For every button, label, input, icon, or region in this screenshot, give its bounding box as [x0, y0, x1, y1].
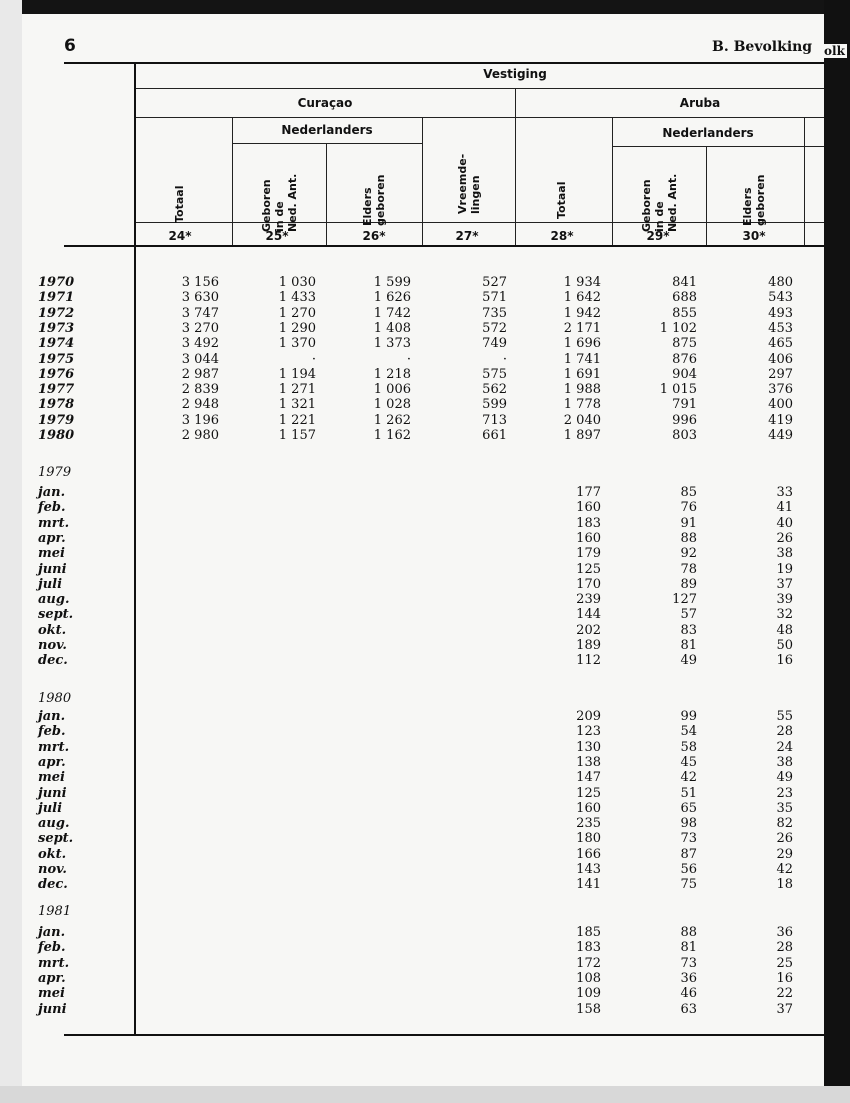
header-totaal-aruba: Totaal — [555, 181, 568, 219]
row-label: juli — [38, 576, 63, 592]
table-row — [0, 653, 802, 668]
cell-col-29: 98 — [680, 816, 697, 832]
cell-col-30: 38 — [776, 546, 793, 562]
header-bottom-rule — [64, 245, 824, 247]
row-label: 1977 — [38, 382, 75, 398]
row-label: juli — [38, 800, 63, 816]
cell-col-29: 1 102 — [659, 320, 697, 336]
cell-col-29: 91 — [680, 515, 697, 531]
cell-col-30: 376 — [768, 382, 793, 398]
cell-col-28: 160 — [576, 800, 601, 816]
cell-col-25: · — [311, 351, 316, 367]
cell-col-30: 33 — [776, 485, 793, 500]
row-label: mrt. — [38, 955, 70, 971]
nederlanders-aru-rule — [612, 146, 824, 147]
cell-col-25: 1 270 — [278, 305, 316, 321]
table-row — [0, 607, 802, 622]
table-row — [0, 275, 802, 290]
table-row — [0, 290, 802, 305]
cell-col-28: 123 — [576, 724, 601, 740]
cell-col-25: 1 221 — [278, 412, 316, 428]
cell-col-24: 3 747 — [181, 305, 219, 321]
cell-col-27: 527 — [482, 275, 507, 290]
table-row — [0, 382, 802, 397]
cell-col-30: 400 — [768, 397, 793, 413]
cell-col-27: 571 — [482, 290, 507, 306]
cell-col-28: 130 — [576, 739, 601, 755]
table-row — [0, 485, 802, 500]
cell-col-27: 749 — [482, 336, 507, 352]
cell-col-25: 1 194 — [278, 366, 316, 382]
table-row — [0, 831, 802, 846]
cell-col-30: 48 — [776, 622, 793, 638]
table-row — [0, 352, 802, 367]
cell-col-28: 2 171 — [563, 320, 601, 336]
cell-col-25: 1 433 — [278, 290, 316, 306]
row-label: 1976 — [38, 366, 75, 382]
cell-col-29: 76 — [680, 500, 697, 516]
cell-col-29: 89 — [680, 576, 697, 592]
row-label: juni — [38, 1001, 67, 1017]
cell-col-30: 36 — [776, 925, 793, 940]
cell-col-27: 599 — [482, 397, 507, 413]
cell-col-29: 127 — [672, 592, 697, 608]
header-geboren-curacao: Geboren in de Ned. Ant. — [260, 173, 299, 232]
table-row — [0, 925, 802, 940]
row-label: mei — [38, 986, 65, 1002]
table-row — [0, 413, 802, 428]
col-number-27: 27* — [455, 229, 479, 243]
cell-col-26: 1 742 — [373, 305, 411, 321]
table-row — [0, 546, 802, 561]
cell-col-27: · — [502, 351, 507, 367]
row-label: mrt. — [38, 515, 70, 531]
row-label: mrt. — [38, 739, 70, 755]
cell-col-28: 180 — [576, 831, 601, 847]
col-divider-29-30 — [706, 146, 707, 245]
row-label: dec. — [38, 877, 68, 893]
cell-col-30: 42 — [776, 862, 793, 877]
table-row — [0, 367, 802, 382]
cell-col-29: 88 — [680, 925, 697, 940]
vestiging-rule — [136, 88, 824, 89]
cell-col-29: 81 — [680, 638, 697, 653]
cell-col-30: 16 — [776, 653, 793, 669]
col-number-24: 24* — [168, 229, 192, 243]
cell-col-30: 28 — [776, 724, 793, 740]
cell-col-30: 29 — [776, 846, 793, 862]
cell-col-27: 575 — [482, 366, 507, 382]
cell-col-29: 46 — [680, 986, 697, 1002]
cell-col-25: 1 370 — [278, 336, 316, 352]
cell-col-29: 73 — [680, 831, 697, 847]
cell-col-28: 1 642 — [563, 290, 601, 306]
nederlanders-cur-rule — [232, 143, 422, 144]
cell-col-29: 88 — [680, 530, 697, 546]
header-elders-aruba: Elders geboren — [741, 174, 767, 226]
cell-col-29: 875 — [672, 336, 697, 352]
row-label: okt. — [38, 846, 67, 862]
cell-col-28: 1 934 — [563, 275, 601, 290]
cell-col-30: 32 — [776, 607, 793, 623]
cell-col-30: 35 — [776, 800, 793, 816]
row-label: feb. — [38, 500, 66, 516]
col-divider-25-26 — [326, 143, 327, 245]
cell-col-28: 125 — [576, 785, 601, 801]
cell-col-30: 493 — [768, 305, 793, 321]
header-elders-curacao: Elders geboren — [361, 174, 387, 226]
cell-col-29: 803 — [672, 428, 697, 443]
cell-col-28: 108 — [576, 970, 601, 986]
table-row — [0, 877, 802, 892]
col-number-28: 28* — [550, 229, 574, 243]
cell-col-26: 1 408 — [373, 320, 411, 336]
cell-col-29: 791 — [672, 397, 697, 413]
cell-col-25: 1 321 — [278, 397, 316, 413]
table-row — [0, 306, 802, 321]
cell-col-28: 202 — [576, 622, 601, 638]
cell-col-30: 55 — [776, 709, 793, 724]
row-label: nov. — [38, 638, 67, 653]
cell-col-24: 2 987 — [181, 366, 219, 382]
cell-col-24: 3 156 — [181, 275, 219, 290]
cell-col-29: 85 — [680, 485, 697, 500]
row-label: mei — [38, 770, 65, 786]
row-label: sept. — [38, 607, 74, 623]
cell-col-28: 170 — [576, 576, 601, 592]
cell-col-26: 1 599 — [373, 275, 411, 290]
cell-col-28: 138 — [576, 754, 601, 770]
month-group-year: 1979 — [38, 465, 72, 480]
cell-col-30: 37 — [776, 576, 793, 592]
cell-col-30: 543 — [768, 290, 793, 306]
cell-col-29: 83 — [680, 622, 697, 638]
row-label: 1975 — [38, 351, 75, 367]
table-row — [0, 592, 802, 607]
cell-col-25: 1 157 — [278, 428, 316, 443]
table-top-rule — [64, 62, 824, 64]
table-row — [0, 397, 802, 412]
cell-col-28: 2 040 — [563, 412, 601, 428]
cell-col-30: 49 — [776, 770, 793, 786]
cell-col-30: 26 — [776, 530, 793, 546]
table-row — [0, 786, 802, 801]
row-label: nov. — [38, 862, 67, 877]
cell-col-29: 841 — [672, 275, 697, 290]
table-row — [0, 940, 802, 955]
header-aruba: Aruba — [679, 96, 721, 110]
cell-col-30: 23 — [776, 785, 793, 801]
col-number-25: 25* — [265, 229, 289, 243]
table-row — [0, 638, 802, 653]
cell-col-29: 51 — [680, 785, 697, 801]
cell-col-28: 1 778 — [563, 397, 601, 413]
cell-col-30: 16 — [776, 970, 793, 986]
cell-col-29: 73 — [680, 955, 697, 971]
table-row — [0, 724, 802, 739]
row-label: okt. — [38, 622, 67, 638]
header-vestiging: Vestiging — [483, 67, 547, 81]
cell-col-25: 1 271 — [278, 382, 316, 398]
row-label: aug. — [38, 592, 70, 608]
section-title: B. Bevolking — [712, 39, 813, 55]
cell-col-29: 49 — [680, 653, 697, 669]
row-label: 1971 — [38, 290, 75, 306]
header-curacao: Curaçao — [297, 96, 353, 110]
cell-col-28: 141 — [576, 877, 601, 893]
scan-border-bottom — [0, 1086, 850, 1103]
cell-col-29: 855 — [672, 305, 697, 321]
cell-col-26: 1 006 — [373, 382, 411, 398]
table-row — [0, 516, 802, 531]
table-row — [0, 770, 802, 785]
cell-col-28: 166 — [576, 846, 601, 862]
cell-col-27: 562 — [482, 382, 507, 398]
cell-col-28: 144 — [576, 607, 601, 623]
table-bottom-rule — [64, 1034, 824, 1036]
cell-col-28: 109 — [576, 986, 601, 1002]
row-label: apr. — [38, 754, 66, 770]
cell-col-24: 3 044 — [181, 351, 219, 367]
table-row — [0, 956, 802, 971]
cell-col-28: 160 — [576, 530, 601, 546]
cell-col-30: 37 — [776, 1001, 793, 1017]
cell-col-28: 239 — [576, 592, 601, 608]
cell-col-30: 18 — [776, 877, 793, 893]
cell-col-28: 1 942 — [563, 305, 601, 321]
cell-col-29: 81 — [680, 940, 697, 956]
table-row — [0, 740, 802, 755]
row-label: feb. — [38, 940, 66, 956]
cell-col-24: 2 839 — [181, 382, 219, 398]
cell-col-26: 1 162 — [373, 428, 411, 443]
cell-col-28: 1 897 — [563, 428, 601, 443]
scan-border-top — [0, 0, 850, 14]
scan-border-right — [824, 0, 850, 1103]
cell-col-26: 1 028 — [373, 397, 411, 413]
cell-col-30: 24 — [776, 739, 793, 755]
cell-col-30: 40 — [776, 515, 793, 531]
cell-col-27: 572 — [482, 320, 507, 336]
cell-col-28: 112 — [576, 653, 601, 669]
header-nederlanders-aruba: Nederlanders — [662, 126, 754, 140]
cell-col-30: 480 — [768, 275, 793, 290]
table-row — [0, 709, 802, 724]
row-label: dec. — [38, 653, 68, 669]
cell-col-30: 449 — [768, 428, 793, 443]
col-divider-curacao-aruba — [515, 88, 516, 245]
cell-col-30: 453 — [768, 320, 793, 336]
cell-col-28: 209 — [576, 709, 601, 724]
header-geboren-aruba: Geboren in de Ned. Ant. — [640, 173, 679, 232]
cell-col-25: 1 290 — [278, 320, 316, 336]
cell-col-28: 1 696 — [563, 336, 601, 352]
cell-col-28: 1 741 — [563, 351, 601, 367]
table-row — [0, 755, 802, 770]
row-label: jan. — [38, 485, 66, 500]
cell-col-30: 297 — [768, 366, 793, 382]
header-totaal-curacao: Totaal — [173, 185, 186, 223]
colnum-top-rule — [136, 222, 824, 223]
row-label: aug. — [38, 816, 70, 832]
cell-col-29: 42 — [680, 770, 697, 786]
row-label: 1978 — [38, 397, 75, 413]
col-divider-right — [804, 117, 805, 245]
cell-col-27: 713 — [482, 412, 507, 428]
cell-col-29: 45 — [680, 754, 697, 770]
row-label: 1973 — [38, 320, 75, 336]
col-number-30: 30* — [742, 229, 766, 243]
cell-col-28: 160 — [576, 500, 601, 516]
cell-col-26: 1 218 — [373, 366, 411, 382]
table-row — [0, 562, 802, 577]
cell-col-28: 179 — [576, 546, 601, 562]
row-label: 1979 — [38, 412, 75, 428]
cell-col-29: 87 — [680, 846, 697, 862]
cell-col-29: 36 — [680, 970, 697, 986]
row-label: feb. — [38, 724, 66, 740]
row-label: apr. — [38, 970, 66, 986]
cell-col-29: 1 015 — [659, 382, 697, 398]
col-divider-26-27 — [422, 117, 423, 245]
month-group-year: 1981 — [38, 904, 72, 919]
row-label: mei — [38, 546, 65, 562]
cell-col-26: 1 626 — [373, 290, 411, 306]
cell-col-30: 19 — [776, 561, 793, 577]
cell-col-29: 65 — [680, 800, 697, 816]
table-row — [0, 577, 802, 592]
cell-col-29: 876 — [672, 351, 697, 367]
row-label: apr. — [38, 530, 66, 546]
cell-col-29: 904 — [672, 366, 697, 382]
cell-col-28: 1 691 — [563, 366, 601, 382]
cell-col-29: 54 — [680, 724, 697, 740]
cell-col-28: 147 — [576, 770, 601, 786]
adjacent-page-fragment: olk — [824, 44, 845, 58]
table-row — [0, 971, 802, 986]
row-label: sept. — [38, 831, 74, 847]
cell-col-30: 39 — [776, 592, 793, 608]
cell-col-24: 3 630 — [181, 290, 219, 306]
table-row — [0, 847, 802, 862]
cell-col-27: 661 — [482, 428, 507, 443]
row-label: juni — [38, 561, 67, 577]
cell-col-28: 1 988 — [563, 382, 601, 398]
cell-col-29: 56 — [680, 862, 697, 877]
cell-col-28: 183 — [576, 940, 601, 956]
table-row — [0, 623, 802, 638]
cell-col-28: 158 — [576, 1001, 601, 1017]
cell-col-28: 177 — [576, 485, 601, 500]
cell-col-27: 735 — [482, 305, 507, 321]
cell-col-29: 92 — [680, 546, 697, 562]
cell-col-25: 1 030 — [278, 275, 316, 290]
cell-col-24: 3 270 — [181, 320, 219, 336]
cell-col-29: 58 — [680, 739, 697, 755]
cell-col-30: 26 — [776, 831, 793, 847]
cell-col-29: 996 — [672, 412, 697, 428]
cell-col-29: 63 — [680, 1001, 697, 1017]
table-row — [0, 1002, 802, 1017]
cell-col-28: 189 — [576, 638, 601, 653]
row-label: 1974 — [38, 336, 75, 352]
page-number: 6 — [64, 36, 76, 56]
table-row — [0, 336, 802, 351]
row-label: 1972 — [38, 305, 75, 321]
cell-col-29: 57 — [680, 607, 697, 623]
row-label: jan. — [38, 709, 66, 724]
cell-col-30: 50 — [776, 638, 793, 653]
cell-col-30: 25 — [776, 955, 793, 971]
header-nederlanders-curacao: Nederlanders — [281, 123, 373, 137]
cell-col-30: 82 — [776, 816, 793, 832]
cell-col-24: 3 492 — [181, 336, 219, 352]
cell-col-29: 75 — [680, 877, 697, 893]
month-group-year: 1980 — [38, 691, 72, 706]
cell-col-28: 172 — [576, 955, 601, 971]
col-number-29: 29* — [646, 229, 670, 243]
cell-col-29: 78 — [680, 561, 697, 577]
cell-col-26: 1 373 — [373, 336, 411, 352]
col-number-26: 26* — [362, 229, 386, 243]
cell-col-24: 2 948 — [181, 397, 219, 413]
row-label: 1980 — [38, 428, 75, 443]
cell-col-30: 465 — [768, 336, 793, 352]
cell-col-28: 125 — [576, 561, 601, 577]
cell-col-28: 185 — [576, 925, 601, 940]
cell-col-30: 41 — [776, 500, 793, 516]
table-row — [0, 531, 802, 546]
cell-col-29: 688 — [672, 290, 697, 306]
cell-col-28: 143 — [576, 862, 601, 877]
table-row — [0, 428, 802, 443]
cell-col-28: 183 — [576, 515, 601, 531]
cell-col-30: 406 — [768, 351, 793, 367]
table-row — [0, 801, 802, 816]
cell-col-30: 419 — [768, 412, 793, 428]
cell-col-30: 22 — [776, 986, 793, 1002]
header-vreemdelingen: Vreemde- lingen — [456, 153, 482, 214]
cell-col-30: 28 — [776, 940, 793, 956]
cell-col-24: 3 196 — [181, 412, 219, 428]
cell-col-28: 235 — [576, 816, 601, 832]
table-row — [0, 500, 802, 515]
cell-col-26: 1 262 — [373, 412, 411, 428]
cell-col-29: 99 — [680, 709, 697, 724]
table-row — [0, 986, 802, 1001]
cell-col-24: 2 980 — [181, 428, 219, 443]
table-row — [0, 321, 802, 336]
row-label: juni — [38, 785, 67, 801]
cell-col-30: 38 — [776, 754, 793, 770]
row-label: jan. — [38, 925, 66, 940]
region-rule — [136, 117, 824, 118]
table-row — [0, 862, 802, 877]
table-row — [0, 816, 802, 831]
cell-col-26: · — [406, 351, 411, 367]
row-label: 1970 — [38, 275, 75, 290]
